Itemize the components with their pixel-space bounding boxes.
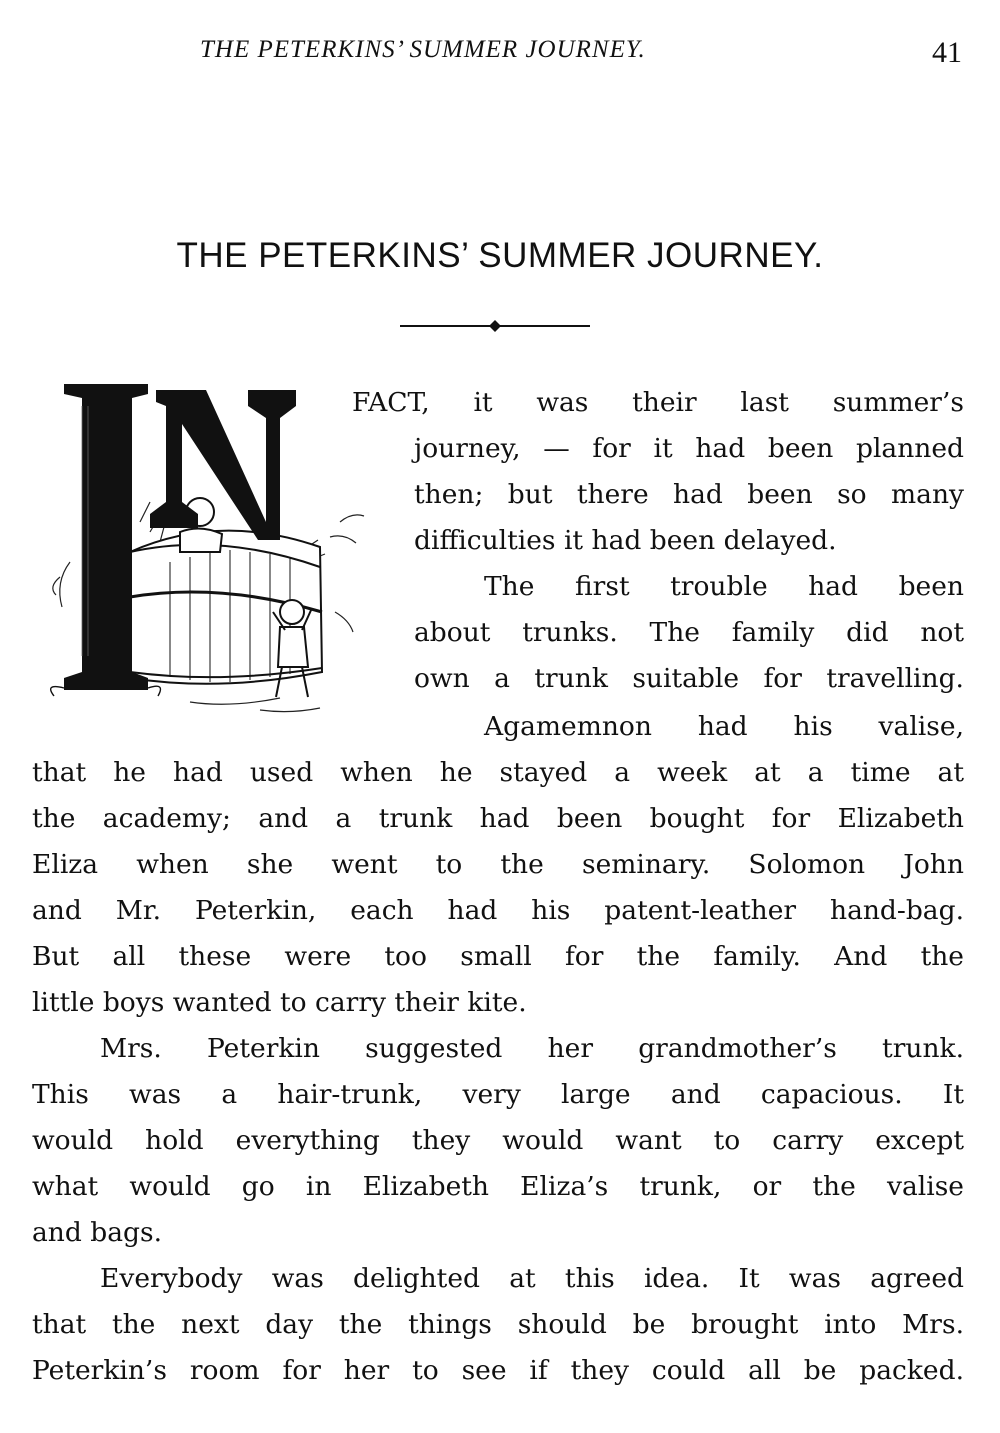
text-line: the academy; and a trunk had been bought for Elizabeth [32,803,964,834]
text-line: But all these were too small for the family. And the [32,941,964,972]
text-line: and Mr. Peterkin, each had his patent-leather hand-bag. [32,895,964,926]
text-line: Agamemnon had his valise, [484,711,964,742]
text-line: journey, — for it had been planned [414,433,964,464]
text-line: little boys wanted to carry their kite. [32,987,527,1018]
page-number: 41 [932,36,962,69]
text-line: would hold everything they would want to carry except [32,1125,964,1156]
text-line: about trunks. The family did not [414,617,964,648]
text-line: that he had used when he stayed a week at a time at [32,757,964,788]
text-line: then; but there had been so many [414,479,964,510]
text-line: and bags. [32,1217,163,1248]
text-line: The first trouble had been [484,571,964,602]
text-line: that the next day the things should be brought into Mrs. [32,1309,964,1340]
text-line: Eliza when she went to the seminary. Solomon John [32,849,964,880]
chapter-title: THE PETERKINS’ SUMMER JOURNEY. [176,236,824,275]
text-line: Mrs. Peterkin suggested her grandmother’s trunk. [100,1033,964,1064]
text-line: own a trunk suitable for travelling. [414,663,964,694]
title-ornament [400,316,590,336]
running-head: THE PETERKINS’ SUMMER JOURNEY. [200,36,646,63]
text-line: Everybody was delighted at this idea. It was agreed [100,1263,964,1294]
text-line: what would go in Elizabeth Eliza’s trunk, or the valise [32,1171,964,1202]
text-line: Peterkin’s room for her to see if they could all be packed. [32,1355,964,1386]
drop-cap-illustration [30,372,370,717]
text-line: FACT, it was their last summer’s [352,387,964,418]
text-line: difficulties it had been delayed. [414,525,837,556]
text-line: This was a hair-trunk, very large and capacious. It [32,1079,964,1110]
